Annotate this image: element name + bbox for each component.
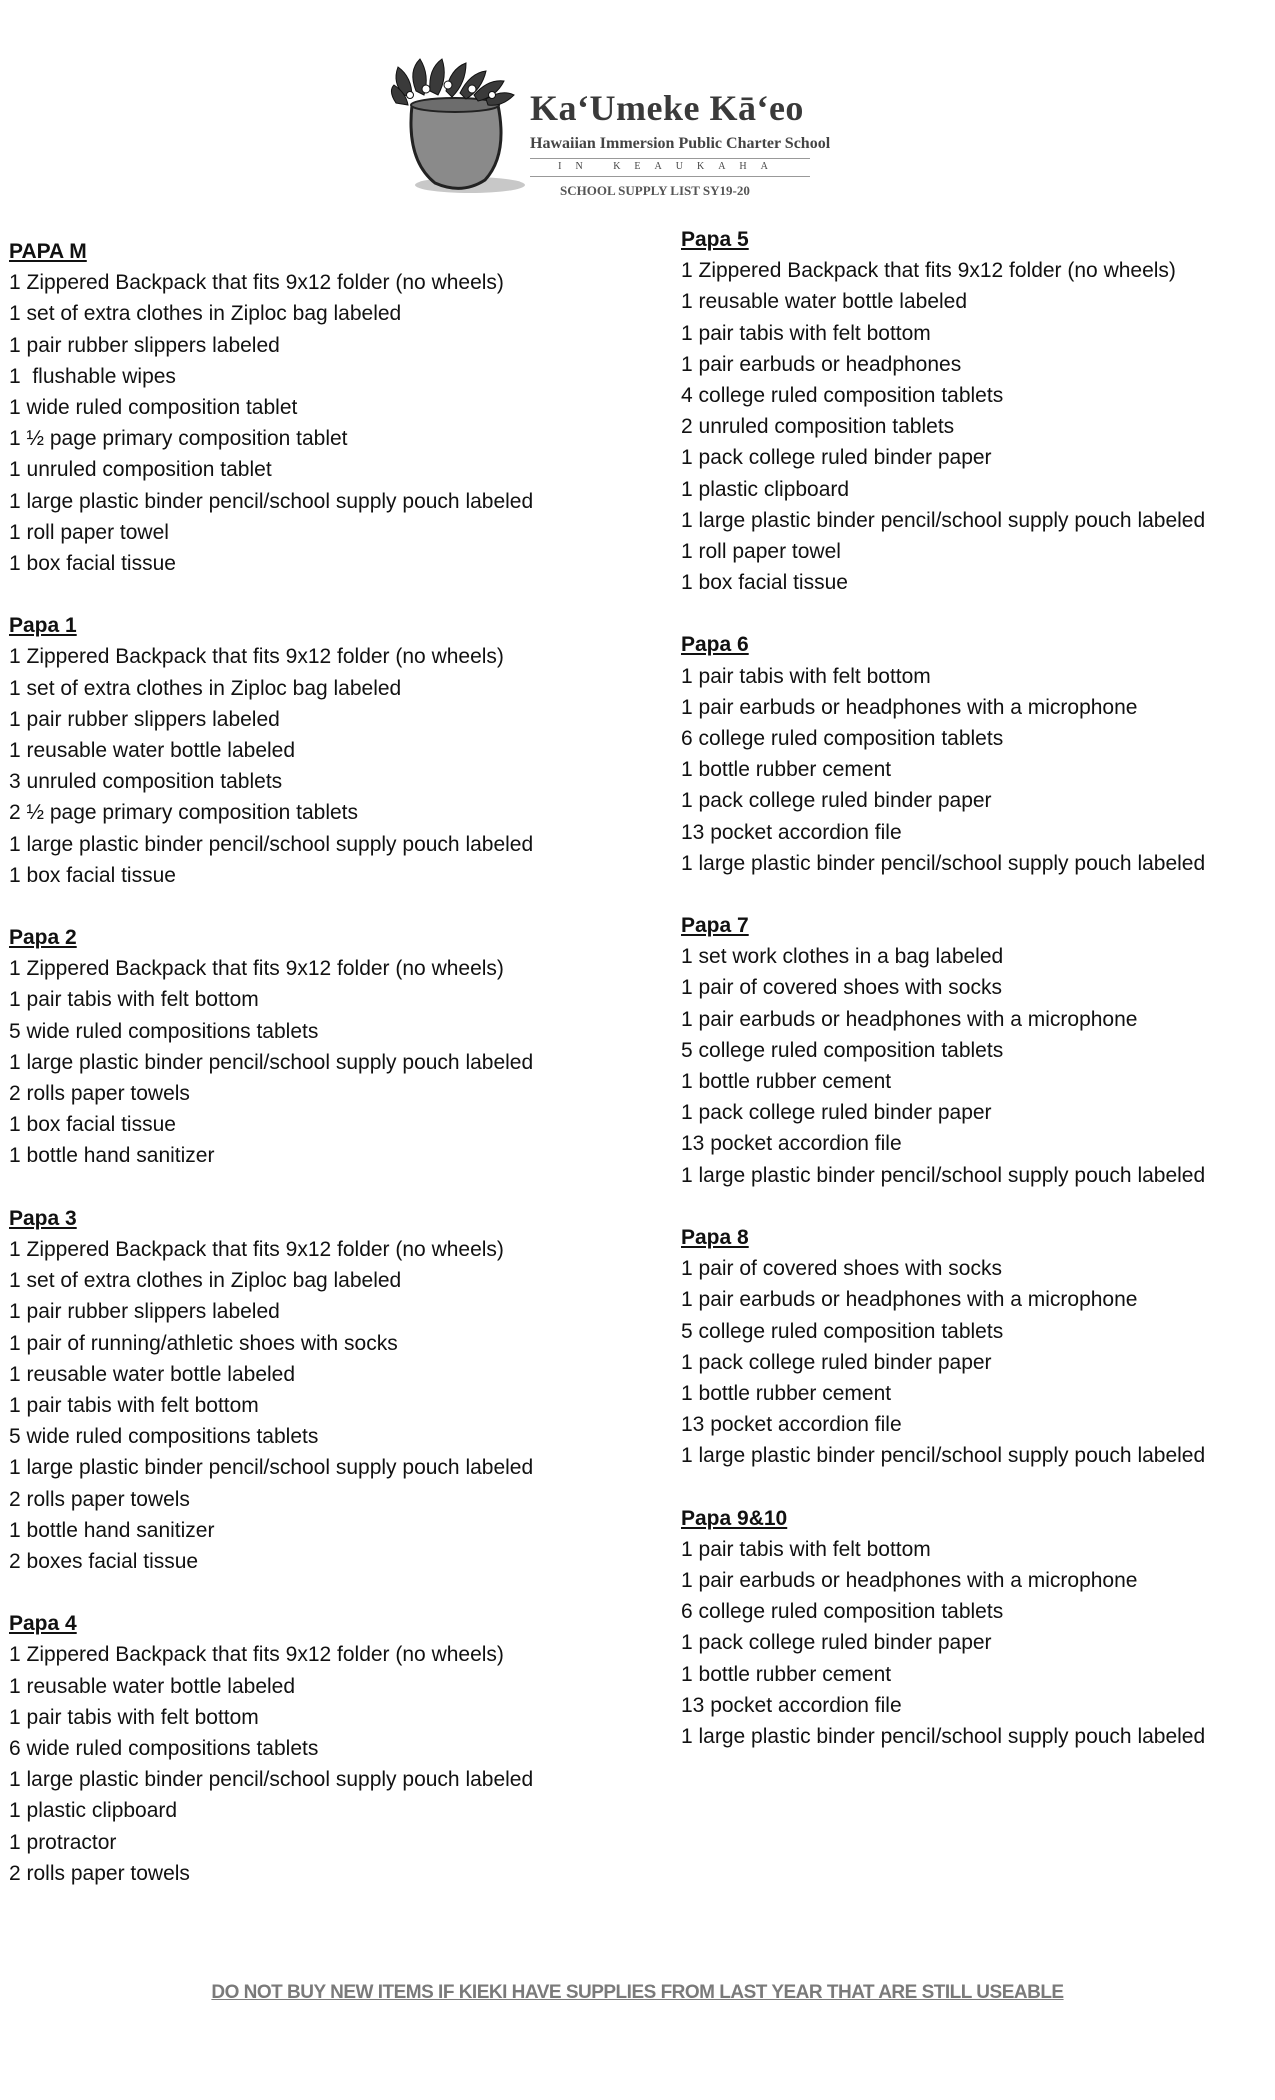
supply-item: 1 reusable water bottle labeled: [9, 1362, 296, 1386]
supply-item: 1 large plastic binder pencil/school supply pouch labeled: [9, 1456, 534, 1480]
supply-item: 13 pocket accordion file: [681, 820, 902, 844]
supply-item: 1 ½ page primary composition tablet: [9, 427, 348, 451]
supply-item: 6 wide ruled compositions tablets: [9, 1736, 319, 1760]
grade-title: Papa 8: [681, 1225, 749, 1249]
left-column: [9, 236, 629, 1920]
grade-title: Papa 6: [681, 633, 749, 657]
supply-item: 1 pair rubber slippers labeled: [9, 333, 280, 357]
divider: [530, 158, 810, 159]
supply-item: 1 pair of covered shoes with socks: [681, 976, 1002, 1000]
grade-title: PAPA M: [9, 240, 87, 263]
supply-item: 1 reusable water bottle labeled: [9, 1674, 296, 1698]
supply-item: 1 protractor: [9, 1830, 117, 1854]
supply-item: 1 large plastic binder pencil/school supply pouch labeled: [9, 489, 534, 513]
supply-item: 2 boxes facial tissue: [9, 1549, 199, 1573]
supply-item: 1 Zippered Backpack that fits 9x12 folder (no wheels): [9, 645, 504, 669]
supply-item: 1 bottle hand sanitizer: [9, 1144, 215, 1168]
supply-item: 1 reusable water bottle labeled: [9, 739, 296, 763]
supply-item: 1 pair earbuds or headphones with a microphone: [681, 1568, 1138, 1592]
supply-item: 2 rolls paper towels: [9, 1861, 190, 1885]
grade-section-papa-1: [9, 610, 629, 891]
supply-item: 6 college ruled composition tablets: [681, 727, 1004, 751]
supply-item: 1 large plastic binder pencil/school supply pouch labeled: [9, 1050, 534, 1074]
supply-item: 1 pack college ruled binder paper: [681, 1631, 992, 1655]
calabash-bowl-with-leaves-icon: [390, 55, 530, 205]
supply-item: 1 bottle rubber cement: [681, 1662, 892, 1686]
school-header: [390, 55, 850, 205]
footer-note: DO NOT BUY NEW ITEMS IF KIEKI HAVE SUPPLIES FROM LAST YEAR THAT ARE STILL USEABLE: [211, 1982, 1064, 2003]
grade-title: Papa 7: [681, 914, 749, 938]
supply-item: 1 set of extra clothes in Ziploc bag labeled: [9, 302, 402, 326]
supply-item: 1 pack college ruled binder paper: [681, 1350, 992, 1374]
supply-item: 1 set work clothes in a bag labeled: [681, 945, 1004, 969]
supply-item: 1 Zippered Backpack that fits 9x12 folder (no wheels): [9, 957, 504, 981]
supply-item: 1 box facial tissue: [9, 863, 176, 887]
grade-title: Papa 4: [9, 1612, 77, 1636]
grade-title: Papa 3: [9, 1206, 77, 1230]
supply-item: 1 box facial tissue: [9, 1113, 176, 1137]
supply-item: 1 Zippered Backpack that fits 9x12 folder (no wheels): [681, 259, 1176, 283]
grade-section-papa-9-10: [681, 1503, 1275, 1753]
supply-item: 1 pair tabis with felt bottom: [681, 321, 931, 345]
supply-item: 1 pair tabis with felt bottom: [9, 1393, 259, 1417]
right-column: [681, 224, 1275, 1783]
supply-item: 1 roll paper towel: [681, 540, 841, 564]
supply-item: 1 unruled composition tablet: [9, 458, 272, 482]
school-name: Ka‘Umeke Kā‘eo: [530, 88, 804, 128]
supply-item: 1 pair rubber slippers labeled: [9, 1300, 280, 1324]
supply-item: 1 flushable wipes: [9, 364, 176, 388]
supply-item: 1 set of extra clothes in Ziploc bag labeled: [9, 1269, 402, 1293]
supply-item: 1 bottle rubber cement: [681, 1070, 892, 1094]
supply-item: 1 box facial tissue: [681, 571, 848, 595]
school-location: IN KEAUKAHA: [558, 161, 782, 172]
supply-item: 2 unruled composition tablets: [681, 415, 955, 439]
grade-section-papa-8: [681, 1222, 1275, 1472]
supply-item: 5 wide ruled compositions tablets: [9, 1425, 319, 1449]
supply-item: 5 wide ruled compositions tablets: [9, 1019, 319, 1043]
supply-item: 1 set of extra clothes in Ziploc bag labeled: [9, 676, 402, 700]
supply-item: 1 box facial tissue: [9, 552, 176, 576]
supply-item: 2 rolls paper towels: [9, 1082, 190, 1106]
supply-item: 1 bottle hand sanitizer: [9, 1518, 215, 1542]
grade-section-papa-5: [681, 224, 1275, 598]
supply-item: 1 pair earbuds or headphones with a microphone: [681, 1007, 1138, 1031]
supply-item: 4 college ruled composition tablets: [681, 384, 1004, 408]
supply-item: 1 reusable water bottle labeled: [681, 290, 968, 314]
grade-title: Papa 5: [681, 228, 749, 251]
school-subtitle: Hawaiian Immersion Public Charter School: [530, 135, 831, 152]
supply-item: 1 pair of running/athletic shoes with socks: [9, 1331, 398, 1355]
supply-item: 1 pair tabis with felt bottom: [9, 1705, 259, 1729]
supply-item: 1 large plastic binder pencil/school supply pouch labeled: [681, 508, 1206, 532]
supply-item: 1 pair tabis with felt bottom: [681, 1537, 931, 1561]
supply-item: 13 pocket accordion file: [681, 1693, 902, 1717]
grade-section-papa-4: [9, 1608, 629, 1889]
supply-item: 1 pair rubber slippers labeled: [9, 707, 280, 731]
supply-item: 1 Zippered Backpack that fits 9x12 folder (no wheels): [9, 271, 504, 295]
grade-title: Papa 9&10: [681, 1506, 788, 1530]
grade-section-papa-6: [681, 629, 1275, 879]
supply-item: 13 pocket accordion file: [681, 1413, 902, 1437]
supply-item: 1 bottle rubber cement: [681, 1381, 892, 1405]
supply-item: 1 pair earbuds or headphones: [681, 352, 962, 376]
supply-item: 1 Zippered Backpack that fits 9x12 folder (no wheels): [9, 1643, 504, 1667]
supply-list-title: SCHOOL SUPPLY LIST SY19-20: [560, 183, 750, 198]
supply-item: 1 plastic clipboard: [9, 1799, 178, 1823]
supply-item: 1 pack college ruled binder paper: [681, 446, 992, 470]
supply-item: 1 large plastic binder pencil/school supply pouch labeled: [681, 851, 1206, 875]
supply-item: 1 large plastic binder pencil/school supply pouch labeled: [681, 1444, 1206, 1468]
grade-section-papa-m: [9, 236, 629, 579]
supply-item: 1 pair earbuds or headphones with a microphone: [681, 695, 1138, 719]
supply-item: 1 pair earbuds or headphones with a microphone: [681, 1288, 1138, 1312]
supply-item: 1 large plastic binder pencil/school supply pouch labeled: [9, 1768, 534, 1792]
supply-item: 6 college ruled composition tablets: [681, 1600, 1004, 1624]
grade-section-papa-7: [681, 910, 1275, 1191]
grade-title: Papa 1: [9, 614, 77, 638]
grade-section-papa-3: [9, 1203, 629, 1577]
divider: [530, 176, 810, 177]
supply-item: 1 large plastic binder pencil/school supply pouch labeled: [681, 1724, 1206, 1748]
supply-item: 3 unruled composition tablets: [9, 770, 283, 794]
supply-item: 1 pack college ruled binder paper: [681, 1101, 992, 1125]
grade-section-papa-2: [9, 922, 629, 1172]
supply-item: 1 plastic clipboard: [681, 477, 850, 501]
supply-item: 1 large plastic binder pencil/school supply pouch labeled: [681, 1163, 1206, 1187]
supply-item: 1 wide ruled composition tablet: [9, 396, 298, 420]
supply-item: 2 ½ page primary composition tablets: [9, 801, 359, 825]
supply-item: 1 roll paper towel: [9, 520, 169, 544]
supply-item: 5 college ruled composition tablets: [681, 1038, 1004, 1062]
supply-item: 1 bottle rubber cement: [681, 758, 892, 782]
supply-item: 1 pair tabis with felt bottom: [681, 664, 931, 688]
supply-item: 5 college ruled composition tablets: [681, 1319, 1004, 1343]
supply-item: 13 pocket accordion file: [681, 1132, 902, 1156]
supply-item: 2 rolls paper towels: [9, 1487, 190, 1511]
supply-item: 1 large plastic binder pencil/school supply pouch labeled: [9, 832, 534, 856]
supply-item: 1 pack college ruled binder paper: [681, 789, 992, 813]
supply-item: 1 pair tabis with felt bottom: [9, 988, 259, 1012]
grade-title: Papa 2: [9, 926, 77, 950]
supply-item: 1 pair of covered shoes with socks: [681, 1257, 1002, 1281]
supply-item: 1 Zippered Backpack that fits 9x12 folder (no wheels): [9, 1237, 504, 1261]
